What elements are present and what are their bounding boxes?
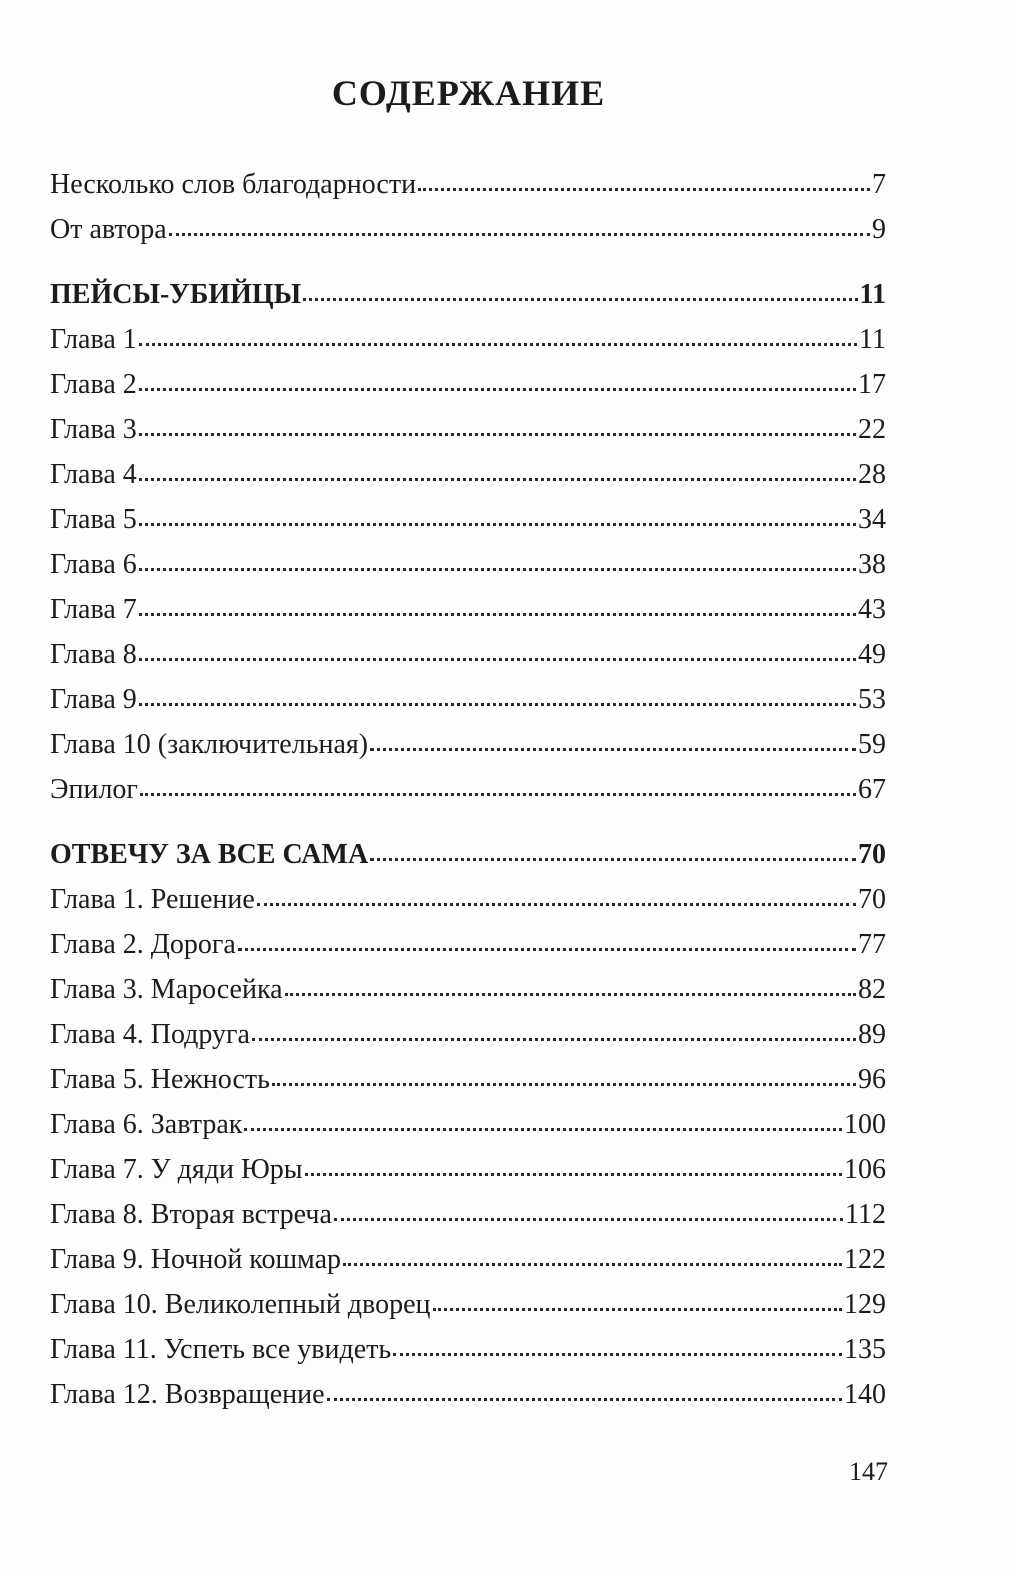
- dot-leader: [370, 748, 856, 751]
- dot-leader: [169, 233, 870, 236]
- toc-entry-label: Глава 10 (заключительная): [50, 729, 369, 760]
- toc-entry-page: 17: [858, 369, 886, 400]
- page-number: 147: [849, 1457, 888, 1486]
- toc-sections: [50, 272, 886, 1417]
- toc-entry: [50, 1102, 886, 1147]
- toc-entry-page: 28: [858, 459, 886, 490]
- toc-entry-label: Глава 8: [50, 639, 137, 670]
- toc-entry: [50, 677, 886, 722]
- toc-entry-page: 43: [858, 594, 886, 625]
- dot-leader: [393, 1353, 842, 1356]
- toc-entry-label: Глава 5: [50, 504, 137, 535]
- dot-leader: [244, 1128, 842, 1131]
- dot-leader: [257, 903, 856, 906]
- toc-entry: [50, 1237, 886, 1282]
- toc-entry-label: Эпилог: [50, 774, 138, 805]
- section-heading-label: ПЕЙСЫ-УБИЙЦЫ: [50, 279, 302, 310]
- dot-leader: [139, 433, 856, 436]
- toc-entry: [50, 207, 886, 252]
- toc-entry-label: Глава 6. Завтрак: [50, 1109, 243, 1140]
- toc-entry-page: 129: [844, 1289, 886, 1320]
- dot-leader: [285, 993, 856, 996]
- toc-entry-label: Глава 10. Великолепный дворец: [50, 1289, 431, 1320]
- toc-entry-page: 49: [858, 639, 886, 670]
- contents-heading: СОДЕРЖАНИЕ: [331, 73, 606, 113]
- toc-entry: [50, 632, 886, 677]
- dot-leader: [418, 188, 870, 191]
- section-heading-label: ОТВЕЧУ ЗА ВСЕ САМА: [50, 839, 369, 870]
- dot-leader: [303, 298, 857, 301]
- dot-leader: [272, 1083, 856, 1086]
- dot-leader: [139, 703, 856, 706]
- toc-entry-page: 100: [844, 1109, 886, 1140]
- dot-leader: [139, 343, 857, 346]
- section-heading: [50, 272, 886, 317]
- toc-entry-label: Глава 2: [50, 369, 137, 400]
- toc-entry-page: 38: [858, 549, 886, 580]
- dot-leader: [334, 1218, 843, 1221]
- toc-entry: [50, 722, 886, 767]
- toc-entry-label: Глава 7: [50, 594, 137, 625]
- toc-entry: [50, 452, 886, 497]
- toc-entry: [50, 542, 886, 587]
- dot-leader: [139, 478, 856, 481]
- toc-entry-page: 9: [872, 214, 886, 245]
- toc-entry-label: Глава 2. Дорога: [50, 929, 236, 960]
- toc-entry-page: 59: [858, 729, 886, 760]
- toc-entry-label: Глава 3: [50, 414, 137, 445]
- dot-leader: [139, 388, 856, 391]
- toc-entry: [50, 362, 886, 407]
- dot-leader: [252, 1038, 856, 1041]
- toc-entry-page: 106: [844, 1154, 886, 1185]
- table-of-contents: [50, 162, 886, 1417]
- toc-entry: [50, 1372, 886, 1417]
- toc-entry-page: 53: [858, 684, 886, 715]
- toc-entry-label: Глава 7. У дяди Юры: [50, 1154, 303, 1185]
- toc-entry-label: Глава 4. Подруга: [50, 1019, 250, 1050]
- toc-entry: [50, 1057, 886, 1102]
- toc-entry-page: 7: [872, 169, 886, 200]
- toc-entry-page: 34: [858, 504, 886, 535]
- dot-leader: [139, 613, 856, 616]
- section-heading: [50, 832, 886, 877]
- toc-entry-label: Глава 4: [50, 459, 137, 490]
- dot-leader: [139, 658, 856, 661]
- toc-entry: [50, 317, 886, 362]
- toc-entry-page: 67: [858, 774, 886, 805]
- dot-leader: [433, 1308, 843, 1311]
- toc-entry-label: Глава 1. Решение: [50, 884, 255, 915]
- toc-entry-label: Глава 11. Успеть все увидеть: [50, 1334, 392, 1365]
- dot-leader: [139, 523, 856, 526]
- toc-entry-page: 82: [858, 974, 886, 1005]
- dot-leader: [343, 1263, 842, 1266]
- toc-entry: [50, 587, 886, 632]
- toc-entry-page: 77: [858, 929, 886, 960]
- toc-entry-label: Глава 8. Вторая встреча: [50, 1199, 332, 1230]
- toc-entry: [50, 407, 886, 452]
- section-heading-page: 11: [859, 279, 886, 310]
- toc-entry-page: 22: [858, 414, 886, 445]
- dot-leader: [305, 1173, 842, 1176]
- toc-entry-label: Глава 3. Маросейка: [50, 974, 283, 1005]
- toc-entry: [50, 1282, 886, 1327]
- toc-entry-page: 135: [844, 1334, 886, 1365]
- toc-entry-page: 140: [844, 1379, 886, 1410]
- toc-entry-label: Глава 12. Возвращение: [50, 1379, 325, 1410]
- toc-entry-page: 112: [845, 1199, 886, 1230]
- toc-entry: [50, 162, 886, 207]
- toc-entry-page: 96: [858, 1064, 886, 1095]
- toc-entry-label: Глава 1: [50, 324, 137, 355]
- dot-leader: [139, 568, 856, 571]
- toc-entry-page: 122: [844, 1244, 886, 1275]
- dot-leader: [327, 1398, 842, 1401]
- toc-entry-label: От автора: [50, 214, 167, 245]
- toc-entry: [50, 497, 886, 542]
- section-heading-page: 70: [858, 839, 886, 870]
- toc-entry-page: 89: [858, 1019, 886, 1050]
- toc-entry-label: Глава 9. Ночной кошмар: [50, 1244, 342, 1275]
- toc-entry-label: Глава 5. Нежность: [50, 1064, 270, 1095]
- toc-entry: [50, 1147, 886, 1192]
- dot-leader: [370, 858, 856, 861]
- toc-entry: [50, 1327, 886, 1372]
- dot-leader: [238, 948, 856, 951]
- dot-leader: [140, 793, 856, 796]
- toc-entry: [50, 1192, 886, 1237]
- toc-entry: [50, 877, 886, 922]
- toc-entry-page: 11: [859, 324, 886, 355]
- toc-entry: [50, 922, 886, 967]
- toc-entry: [50, 1012, 886, 1057]
- toc-entry: [50, 767, 886, 812]
- toc-entry: [50, 967, 886, 1012]
- toc-entry-label: Несколько слов благодарности: [50, 169, 417, 200]
- toc-entry-label: Глава 9: [50, 684, 137, 715]
- toc-entry-label: Глава 6: [50, 549, 137, 580]
- toc-entry-page: 70: [858, 884, 886, 915]
